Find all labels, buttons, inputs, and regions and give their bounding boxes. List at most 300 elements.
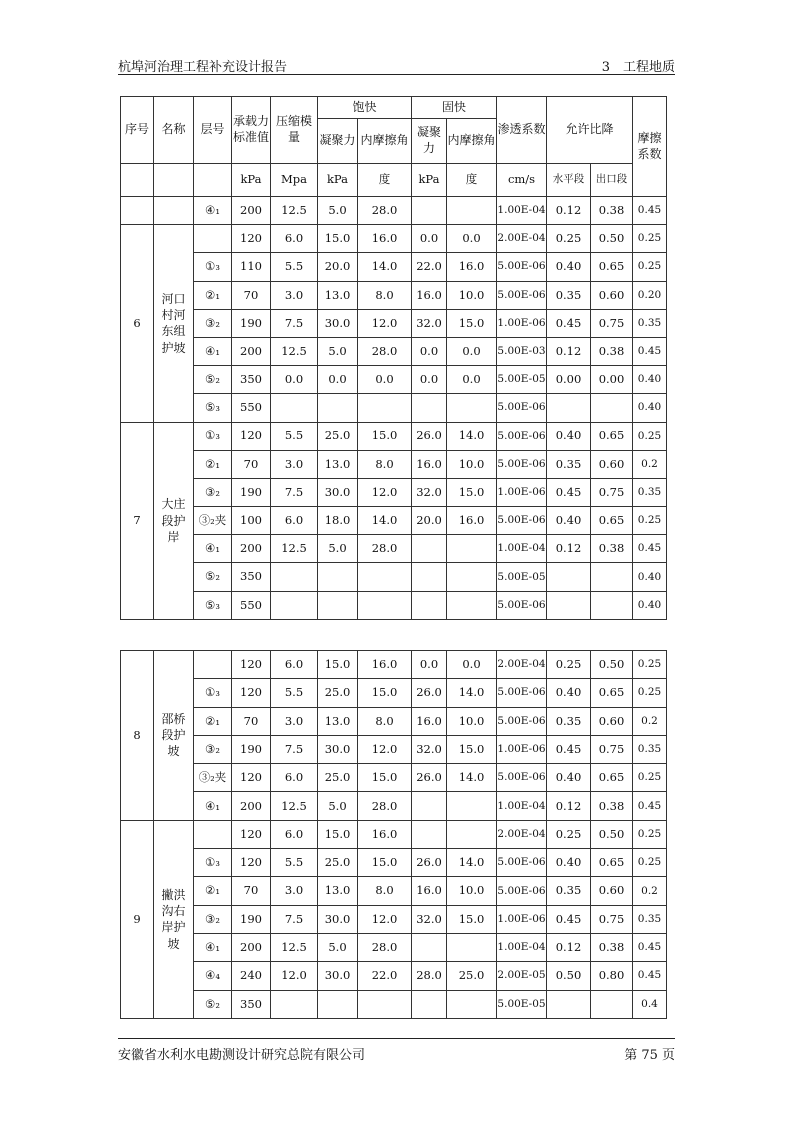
modulus-cell <box>271 394 318 422</box>
modulus-cell: 7.5 <box>271 905 318 933</box>
horizontal-cell: 0.40 <box>547 764 591 792</box>
cohesion-b-cell: 26.0 <box>412 679 447 707</box>
permeability-cell: 1.00E-04 <box>497 792 547 820</box>
modulus-cell: 12.5 <box>271 792 318 820</box>
header-allowable-ratio: 允许比降 <box>547 97 633 164</box>
friction-coef-cell: 0.35 <box>633 905 667 933</box>
permeability-cell: 1.00E-06 <box>497 735 547 763</box>
permeability-cell: 5.00E-06 <box>497 764 547 792</box>
friction-b-cell <box>447 820 497 848</box>
friction-b-cell: 15.0 <box>447 478 497 506</box>
permeability-cell: 5.00E-05 <box>497 563 547 591</box>
cohesion-b-cell: 0.0 <box>412 651 447 679</box>
friction-b-cell: 15.0 <box>447 309 497 337</box>
horizontal-cell: 0.35 <box>547 707 591 735</box>
outlet-cell <box>591 394 633 422</box>
friction-a-cell: 28.0 <box>358 792 412 820</box>
header-consolidated-fast: 固快 <box>412 97 497 119</box>
cohesion-a-cell: 30.0 <box>318 735 358 763</box>
cohesion-b-cell: 32.0 <box>412 478 447 506</box>
name-cell: 邵桥段护坡 <box>154 651 194 821</box>
friction-coef-cell: 0.20 <box>633 281 667 309</box>
header-unit-blank <box>154 164 194 197</box>
name-cell: 大庄段护岸 <box>154 422 194 619</box>
cohesion-a-cell <box>318 591 358 619</box>
friction-coef-cell: 0.25 <box>633 820 667 848</box>
table-row <box>121 679 667 707</box>
cohesion-a-cell: 25.0 <box>318 679 358 707</box>
friction-b-cell: 14.0 <box>447 849 497 877</box>
table-row <box>121 905 667 933</box>
friction-a-cell: 8.0 <box>358 877 412 905</box>
friction-coef-cell: 0.25 <box>633 507 667 535</box>
bearing-cell: 350 <box>232 990 271 1018</box>
friction-coef-cell: 0.35 <box>633 735 667 763</box>
permeability-cell: 2.00E-04 <box>497 651 547 679</box>
friction-a-cell: 8.0 <box>358 450 412 478</box>
modulus-cell <box>271 563 318 591</box>
outlet-cell: 0.65 <box>591 253 633 281</box>
horizontal-cell: 0.35 <box>547 450 591 478</box>
header-unit-permeability: cm/s <box>497 164 547 197</box>
table-row <box>121 281 667 309</box>
cohesion-b-cell <box>412 933 447 961</box>
cohesion-a-cell: 25.0 <box>318 422 358 450</box>
header-cohesion-b: 凝聚力 <box>412 119 447 164</box>
bearing-cell: 120 <box>232 849 271 877</box>
seq-cell: 7 <box>121 422 154 619</box>
friction-b-cell: 10.0 <box>447 281 497 309</box>
friction-b-cell <box>447 591 497 619</box>
friction-coef-cell: 0.40 <box>633 394 667 422</box>
friction-b-cell: 10.0 <box>447 707 497 735</box>
friction-a-cell: 0.0 <box>358 366 412 394</box>
bearing-cell: 120 <box>232 820 271 848</box>
table-row <box>121 877 667 905</box>
chapter-title: 3 工程地质 <box>601 60 675 75</box>
friction-a-cell: 28.0 <box>358 337 412 365</box>
header-friction-b: 内摩擦角 <box>447 119 497 164</box>
soil-parameter-table-top <box>120 96 667 620</box>
seq-cell <box>121 197 154 225</box>
layer-cell: ④₁ <box>194 933 232 961</box>
permeability-cell: 5.00E-05 <box>497 366 547 394</box>
cohesion-b-cell: 16.0 <box>412 707 447 735</box>
friction-b-cell <box>447 535 497 563</box>
cohesion-b-cell: 0.0 <box>412 366 447 394</box>
outlet-cell: 0.00 <box>591 366 633 394</box>
horizontal-cell: 0.40 <box>547 679 591 707</box>
cohesion-b-cell: 22.0 <box>412 253 447 281</box>
modulus-cell: 12.5 <box>271 197 318 225</box>
table-row <box>121 337 667 365</box>
bearing-cell: 110 <box>232 253 271 281</box>
horizontal-cell: 0.12 <box>547 933 591 961</box>
bearing-cell: 190 <box>232 478 271 506</box>
modulus-cell: 7.5 <box>271 309 318 337</box>
table-row <box>121 962 667 990</box>
horizontal-cell: 0.25 <box>547 820 591 848</box>
table-row <box>121 535 667 563</box>
friction-b-cell <box>447 990 497 1018</box>
cohesion-b-cell: 26.0 <box>412 849 447 877</box>
bearing-cell: 70 <box>232 877 271 905</box>
header-unit-friction-a: 度 <box>358 164 412 197</box>
layer-cell <box>194 225 232 253</box>
header-unit-cohesion-b: kPa <box>412 164 447 197</box>
permeability-cell: 1.00E-04 <box>497 535 547 563</box>
cohesion-b-cell: 0.0 <box>412 225 447 253</box>
bearing-cell: 120 <box>232 422 271 450</box>
header-horizontal: 水平段 <box>547 164 591 197</box>
bearing-cell: 240 <box>232 962 271 990</box>
friction-a-cell: 15.0 <box>358 764 412 792</box>
friction-coef-cell: 0.40 <box>633 366 667 394</box>
bearing-cell: 200 <box>232 535 271 563</box>
cohesion-a-cell: 13.0 <box>318 450 358 478</box>
header-name: 名称 <box>154 97 194 164</box>
table-row <box>121 990 667 1018</box>
permeability-cell: 1.00E-04 <box>497 933 547 961</box>
table-row <box>121 820 667 848</box>
horizontal-cell: 0.12 <box>547 337 591 365</box>
cohesion-a-cell <box>318 990 358 1018</box>
permeability-cell: 5.00E-06 <box>497 422 547 450</box>
layer-cell: ④₁ <box>194 535 232 563</box>
table-body-top <box>121 197 667 620</box>
modulus-cell: 5.5 <box>271 849 318 877</box>
modulus-cell: 3.0 <box>271 877 318 905</box>
bearing-cell: 200 <box>232 792 271 820</box>
outlet-cell: 0.60 <box>591 707 633 735</box>
permeability-cell: 2.00E-04 <box>497 820 547 848</box>
cohesion-b-cell: 26.0 <box>412 422 447 450</box>
friction-a-cell: 28.0 <box>358 535 412 563</box>
friction-b-cell: 15.0 <box>447 735 497 763</box>
bearing-cell: 120 <box>232 225 271 253</box>
header-seq: 序号 <box>121 97 154 164</box>
friction-a-cell: 12.0 <box>358 735 412 763</box>
modulus-cell: 12.5 <box>271 337 318 365</box>
friction-b-cell: 0.0 <box>447 225 497 253</box>
permeability-cell: 1.00E-06 <box>497 905 547 933</box>
cohesion-a-cell: 13.0 <box>318 281 358 309</box>
friction-a-cell <box>358 591 412 619</box>
layer-cell: ③₂夹 <box>194 507 232 535</box>
header-unit-friction-b: 度 <box>447 164 497 197</box>
layer-cell: ④₁ <box>194 337 232 365</box>
permeability-cell: 1.00E-04 <box>497 197 547 225</box>
horizontal-cell: 0.35 <box>547 877 591 905</box>
header-unit-modulus: Mpa <box>271 164 318 197</box>
header-bearing: 承载力标准值 <box>232 97 271 164</box>
horizontal-cell: 0.35 <box>547 281 591 309</box>
permeability-cell: 5.00E-06 <box>497 849 547 877</box>
modulus-cell <box>271 990 318 1018</box>
horizontal-cell: 0.40 <box>547 507 591 535</box>
friction-b-cell <box>447 394 497 422</box>
layer-cell: ⑤₃ <box>194 394 232 422</box>
header-compress: 压缩模量 <box>271 97 318 164</box>
outlet-cell: 0.75 <box>591 309 633 337</box>
layer-cell: ④₁ <box>194 792 232 820</box>
permeability-cell: 5.00E-06 <box>497 679 547 707</box>
cohesion-a-cell: 30.0 <box>318 962 358 990</box>
friction-coef-cell: 0.35 <box>633 309 667 337</box>
seq-cell: 9 <box>121 820 154 1018</box>
table-row <box>121 450 667 478</box>
layer-cell: ③₂夹 <box>194 764 232 792</box>
friction-b-cell: 10.0 <box>447 450 497 478</box>
modulus-cell: 3.0 <box>271 707 318 735</box>
modulus-cell: 12.5 <box>271 535 318 563</box>
layer-cell <box>194 651 232 679</box>
permeability-cell: 5.00E-03 <box>497 337 547 365</box>
layer-cell: ⑤₃ <box>194 591 232 619</box>
permeability-cell: 5.00E-06 <box>497 450 547 478</box>
modulus-cell: 12.5 <box>271 933 318 961</box>
header-cohesion-a: 凝聚力 <box>318 119 358 164</box>
table-row <box>121 651 667 679</box>
seq-cell: 6 <box>121 225 154 422</box>
friction-a-cell: 16.0 <box>358 651 412 679</box>
horizontal-cell: 0.40 <box>547 422 591 450</box>
friction-coef-cell: 0.25 <box>633 849 667 877</box>
friction-b-cell <box>447 563 497 591</box>
cohesion-a-cell: 5.0 <box>318 792 358 820</box>
cohesion-a-cell: 5.0 <box>318 337 358 365</box>
table-row <box>121 197 667 225</box>
friction-a-cell: 8.0 <box>358 707 412 735</box>
friction-coef-cell: 0.45 <box>633 933 667 961</box>
friction-coef-cell: 0.45 <box>633 337 667 365</box>
friction-a-cell: 28.0 <box>358 933 412 961</box>
bearing-cell: 200 <box>232 933 271 961</box>
outlet-cell: 0.65 <box>591 507 633 535</box>
cohesion-a-cell: 20.0 <box>318 253 358 281</box>
friction-b-cell <box>447 197 497 225</box>
bearing-cell: 550 <box>232 394 271 422</box>
cohesion-b-cell: 16.0 <box>412 450 447 478</box>
horizontal-cell <box>547 563 591 591</box>
layer-cell: ③₂ <box>194 478 232 506</box>
permeability-cell: 5.00E-05 <box>497 990 547 1018</box>
bearing-cell: 550 <box>232 591 271 619</box>
horizontal-cell: 0.45 <box>547 905 591 933</box>
cohesion-b-cell <box>412 792 447 820</box>
name-cell: 河口村河东组护坡 <box>154 225 194 422</box>
friction-a-cell: 15.0 <box>358 422 412 450</box>
modulus-cell: 5.5 <box>271 253 318 281</box>
permeability-cell: 5.00E-06 <box>497 877 547 905</box>
layer-cell: ①₃ <box>194 253 232 281</box>
modulus-cell <box>271 591 318 619</box>
permeability-cell: 5.00E-06 <box>497 591 547 619</box>
friction-coef-cell: 0.45 <box>633 535 667 563</box>
cohesion-b-cell <box>412 990 447 1018</box>
outlet-cell: 0.65 <box>591 679 633 707</box>
horizontal-cell <box>547 591 591 619</box>
table-row <box>121 933 667 961</box>
friction-a-cell: 12.0 <box>358 905 412 933</box>
header-friction-a: 内摩擦角 <box>358 119 412 164</box>
table-body-bottom <box>121 651 667 1019</box>
layer-cell: ②₁ <box>194 877 232 905</box>
friction-coef-cell: 0.35 <box>633 478 667 506</box>
outlet-cell: 0.60 <box>591 450 633 478</box>
friction-coef-cell: 0.2 <box>633 450 667 478</box>
friction-coef-cell: 0.2 <box>633 707 667 735</box>
outlet-cell: 0.75 <box>591 478 633 506</box>
page-number: 第 75 页 <box>624 1048 675 1063</box>
friction-b-cell: 0.0 <box>447 366 497 394</box>
friction-a-cell: 28.0 <box>358 197 412 225</box>
cohesion-a-cell: 30.0 <box>318 478 358 506</box>
horizontal-cell: 0.40 <box>547 253 591 281</box>
horizontal-cell: 0.50 <box>547 962 591 990</box>
cohesion-a-cell: 5.0 <box>318 933 358 961</box>
cohesion-b-cell <box>412 394 447 422</box>
cohesion-b-cell <box>412 820 447 848</box>
horizontal-cell: 0.00 <box>547 366 591 394</box>
outlet-cell: 0.50 <box>591 225 633 253</box>
permeability-cell: 5.00E-06 <box>497 507 547 535</box>
table-row <box>121 225 667 253</box>
friction-a-cell: 22.0 <box>358 962 412 990</box>
bearing-cell: 120 <box>232 679 271 707</box>
cohesion-a-cell <box>318 563 358 591</box>
table-row <box>121 563 667 591</box>
layer-cell: ④₁ <box>194 197 232 225</box>
cohesion-a-cell: 0.0 <box>318 366 358 394</box>
friction-b-cell: 16.0 <box>447 253 497 281</box>
report-title: 杭埠河治理工程补充设计报告 <box>118 60 288 75</box>
bearing-cell: 200 <box>232 337 271 365</box>
bearing-cell: 190 <box>232 735 271 763</box>
outlet-cell: 0.38 <box>591 792 633 820</box>
modulus-cell: 0.0 <box>271 366 318 394</box>
friction-a-cell: 12.0 <box>358 478 412 506</box>
friction-coef-cell: 0.25 <box>633 679 667 707</box>
bearing-cell: 120 <box>232 764 271 792</box>
modulus-cell: 3.0 <box>271 281 318 309</box>
name-cell <box>154 197 194 225</box>
friction-a-cell: 12.0 <box>358 309 412 337</box>
friction-a-cell: 16.0 <box>358 820 412 848</box>
friction-b-cell: 15.0 <box>447 905 497 933</box>
layer-cell: ①₃ <box>194 849 232 877</box>
horizontal-cell: 0.45 <box>547 309 591 337</box>
bearing-cell: 70 <box>232 707 271 735</box>
cohesion-a-cell: 15.0 <box>318 820 358 848</box>
cohesion-b-cell: 26.0 <box>412 764 447 792</box>
outlet-cell: 0.38 <box>591 197 633 225</box>
friction-coef-cell: 0.45 <box>633 197 667 225</box>
outlet-cell: 0.65 <box>591 422 633 450</box>
cohesion-b-cell <box>412 591 447 619</box>
modulus-cell: 6.0 <box>271 651 318 679</box>
friction-a-cell: 14.0 <box>358 507 412 535</box>
layer-cell: ③₂ <box>194 905 232 933</box>
outlet-cell: 0.65 <box>591 764 633 792</box>
cohesion-a-cell: 13.0 <box>318 877 358 905</box>
cohesion-a-cell: 5.0 <box>318 197 358 225</box>
company-name: 安徽省水利水电勘测设计研究总院有限公司 <box>118 1048 366 1063</box>
outlet-cell: 0.38 <box>591 933 633 961</box>
layer-cell: ⑤₂ <box>194 563 232 591</box>
header-unit-cohesion-a: kPa <box>318 164 358 197</box>
layer-cell: ②₁ <box>194 281 232 309</box>
outlet-cell: 0.75 <box>591 905 633 933</box>
friction-b-cell: 10.0 <box>447 877 497 905</box>
name-cell: 撇洪沟右岸护坡 <box>154 820 194 1018</box>
permeability-cell: 1.00E-06 <box>497 309 547 337</box>
horizontal-cell: 0.25 <box>547 225 591 253</box>
layer-cell: ③₂ <box>194 735 232 763</box>
layer-cell: ⑤₂ <box>194 366 232 394</box>
friction-coef-cell: 0.45 <box>633 792 667 820</box>
outlet-cell: 0.38 <box>591 535 633 563</box>
table-row <box>121 507 667 535</box>
table-row <box>121 309 667 337</box>
table-row <box>121 394 667 422</box>
bearing-cell: 70 <box>232 281 271 309</box>
modulus-cell: 5.5 <box>271 422 318 450</box>
modulus-cell: 12.0 <box>271 962 318 990</box>
table-row <box>121 764 667 792</box>
permeability-cell: 2.00E-04 <box>497 225 547 253</box>
horizontal-cell <box>547 990 591 1018</box>
bearing-cell: 350 <box>232 563 271 591</box>
friction-coef-cell: 0.25 <box>633 225 667 253</box>
cohesion-b-cell: 32.0 <box>412 309 447 337</box>
friction-coef-cell: 0.25 <box>633 253 667 281</box>
friction-b-cell: 0.0 <box>447 651 497 679</box>
friction-b-cell: 16.0 <box>447 507 497 535</box>
bearing-cell: 350 <box>232 366 271 394</box>
cohesion-a-cell: 25.0 <box>318 764 358 792</box>
friction-a-cell <box>358 563 412 591</box>
bearing-cell: 190 <box>232 905 271 933</box>
header-saturated-fast: 饱快 <box>318 97 412 119</box>
table-row <box>121 253 667 281</box>
friction-coef-cell: 0.40 <box>633 563 667 591</box>
outlet-cell: 0.65 <box>591 849 633 877</box>
table-row <box>121 707 667 735</box>
cohesion-a-cell: 5.0 <box>318 535 358 563</box>
friction-coef-cell: 0.25 <box>633 764 667 792</box>
header-unit-blank <box>121 164 154 197</box>
soil-parameter-table-bottom <box>120 650 667 1019</box>
table-row <box>121 366 667 394</box>
layer-cell: ④₄ <box>194 962 232 990</box>
cohesion-b-cell <box>412 535 447 563</box>
cohesion-a-cell <box>318 394 358 422</box>
bearing-cell: 190 <box>232 309 271 337</box>
friction-b-cell: 14.0 <box>447 679 497 707</box>
friction-b-cell: 14.0 <box>447 764 497 792</box>
horizontal-cell: 0.12 <box>547 792 591 820</box>
modulus-cell: 3.0 <box>271 450 318 478</box>
horizontal-cell: 0.12 <box>547 197 591 225</box>
seq-cell: 8 <box>121 651 154 821</box>
modulus-cell: 6.0 <box>271 507 318 535</box>
cohesion-b-cell: 32.0 <box>412 735 447 763</box>
layer-cell <box>194 820 232 848</box>
friction-a-cell: 15.0 <box>358 679 412 707</box>
cohesion-b-cell: 16.0 <box>412 281 447 309</box>
friction-coef-cell: 0.40 <box>633 591 667 619</box>
